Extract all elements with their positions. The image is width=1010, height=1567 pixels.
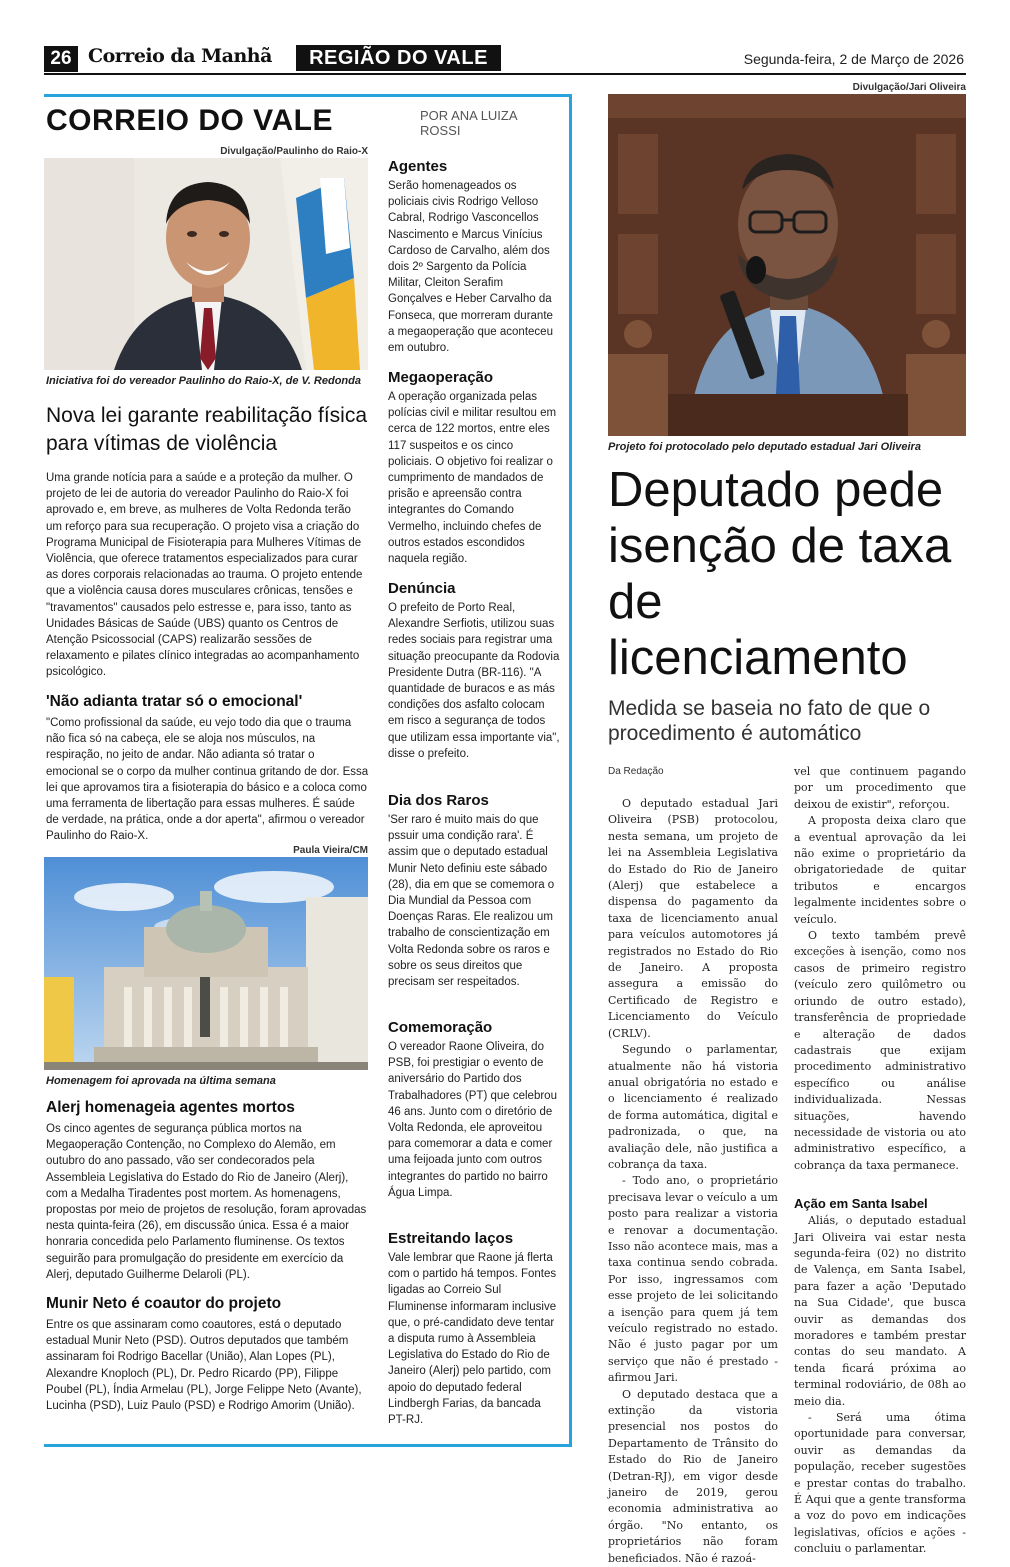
portrait-photo-paulinho — [44, 158, 368, 370]
note-text: Serão homenageados os policiais civis Rodrigo Velloso Cabral, Rodrigo Vasconcellos Nascimento e Marcus Vinícius Cardoso de Carvalho, além dos dois 2º Sargento da Polícia Militar, Cleiton Serafim Gonçalves e Heber Carvalho da Fonseca, que morreram durante a megaoperação que aconteceu em outubro. — [388, 180, 553, 355]
main-subhead: Ação em Santa Isabel — [794, 1196, 928, 1212]
main-column-1 — [608, 796, 778, 1567]
photo3-caption: Projeto foi protocolado pelo deputado estadual Jari Oliveira — [608, 441, 921, 453]
article2-paragraph: Os cinco agentes de segurança pública mortos na Megaoperação Contenção, no Complexo do Alemão, em outubro do ano passado, vão ser condecorados pela Assembleia Legislativa do Estado do Rio de Janeiro (Alerj), com a Medalha Tiradentes post mortem. As homenagens, propostas por meio de projetos de resolução, foram aprovadas nesta quinta-feira (26), em discussão única. Essa é a maior honraria concedida pelo Parlamento fluminense. Os textos seguirão para promulgação do presidente em exercício da Alerj, deputado Guilherme Delaroli (PL). — [46, 1123, 367, 1281]
article1-paragraph: Uma grande notícia para a saúde e a proteção da mulher. O projeto de lei de autoria do vereador Paulinho do Raio-X foi aprovado e, em breve, as mulheres de Volta Redonda terão um reforço para sua recuperação. O projeto visa a criação do Programa Municipal de Fisioterapia para Mulheres Vítimas de Violência, que oferece tratamentos especializados para curar as dores corporais relacionadas ao trauma. O projeto entende que a violência causa dores musculares crônicas, tensões e "travamentos" causados pelo estresse e, para isso, tanto as Unidades Básicas de Saúde (UBS) quanto os Centros de Atenção Psicossocial (CAPS) realizarão sessões de relaxamento e pilates clínico integradas ao acompanhamento psicológico. — [46, 472, 363, 679]
note-title: Estreitando laços — [388, 1230, 514, 1247]
note-text: O vereador Raone Oliveira, do PSB, foi prestigiar o evento de aniversário do Partido dos Trabalhadores (PT) que celebrou 46 ans. Junto com o diretório de Volta Redonda, ele aproveitou para comemorar a data e comer uma feijoada junto com outros integrantes do partido no bairro Água Limpa. — [388, 1041, 557, 1199]
article1-subhead: 'Não adianta tratar só o emocional' — [46, 693, 303, 710]
photo1-caption: Iniciativa foi do vereador Paulinho do Raio-X, de V. Redonda — [46, 375, 361, 387]
note-title: Comemoração — [388, 1019, 493, 1036]
main-paragraph: O deputado destaca que a extinção da vistoria presencial nos postos do Departamento de Trânsito do Estado do Rio de Janeiro (Detran-RJ), em vigor desde janeiro de 2019, gerou economia administrativa ao órgão. "No entanto, os proprietários não foram beneficiados. Não é razoá- — [608, 1387, 778, 1565]
main-paragraph: Segundo o parlamentar, atualmente não há vistoria anual obrigatória no estado e o licenciamento é realizado de forma automática, digital e padronizada, o que, na avaliação dele, não justifica a cobrança da taxa. — [608, 1043, 778, 1171]
main-paragraph: Aliás, o deputado estadual Jari Oliveira vai estar nesta segunda-feira (02) no distrito de Valença, em Santa Isabel, para fazer a ação 'Deputado na Sua Cidade', que busca ouvir as demandas dos moradores e também prestar contas do seu mandato. A tenda ficará próxima ao terminal rodoviário, de 08h ao meio dia. — [794, 1214, 966, 1408]
column-title: CORREIO DO VALE — [46, 104, 333, 137]
photo-alerj-palace — [44, 857, 368, 1070]
header-rule — [44, 73, 966, 75]
main-paragraph: O deputado estadual Jari Oliveira (PSB) protocolou, nesta semana, um projeto de lei na Assembleia Legislativa do Estado do Rio de Janeiro (Alerj) que estabelece a dispensa do pagamento da taxa de licenciamento anual para veículos automotores já registrados no Estado do Rio de Janeiro. A proposta assegura a emissão do Certificado de Registro e Licenciamento do Veículo (CRLV). — [608, 797, 778, 1040]
photo3-credit: Divulgação/Jari Oliveira — [852, 82, 966, 93]
note-text: A operação organizada pelas polícias civil e militar resultou em cerca de 122 mortos, entre eles 117 suspeitos e os cinco policiais. O objetivo foi realizar o cumprimento de mandados de prisão e apreensão contra integrantes do Comando Vermelho, incluindo chefes de outros estados escondidos naquela região. — [388, 391, 557, 566]
note-title: Megaoperação — [388, 369, 494, 386]
note-text: Vale lembrar que Raone já flerta com o partido há tempos. Fontes ligadas ao Correio Sul Fluminense informaram inclusive que, o pré-candidato deve tentar a disputa rumo à Assembleia Legislativa do Estado do Rio de Janeiro (Alerj) pelo partido, com apoio do deputado federal Lindbergh Farias, da bancada PT-RJ. — [388, 1252, 557, 1427]
page-number: 26 — [44, 46, 78, 72]
note-title: Denúncia — [388, 580, 456, 597]
photo2-credit: Paula Vieira/CM — [293, 845, 368, 856]
main-headline: Deputado pede isenção de taxa de licenciamento — [608, 463, 952, 685]
main-paragraph: vel que continuem pagando por um procedimento que deixou de existir", reforçou. — [794, 765, 966, 811]
main-deck: Medida se baseia no fato de que o procedimento é automático — [608, 697, 931, 745]
main-paragraph: O texto também prevê exceções à isenção, como nos casos de primeiro registro (veículo zero quilômetro ou oriundo de outro estado), transferência de propriedade e alteração de dados cadastrais que exijam procedimento administrativo específico ou análise individualizada. Nessas situações, havendo necessidade de vistoria ou ato administrativo específico, a cobrança da taxa permanece. — [794, 929, 966, 1172]
main-column-2 — [794, 764, 966, 1558]
article2-paragraph-2: Entre os que assinaram como coautores, está o deputado estadual Munir Neto (PSD). Outros deputados que também assinaram foi Rodrigo Bacellar (União), Alan Lopes (PL), Alexandre Knoploch (PL), Dr. Pedro Ricardo (PP), Filippe Poubel (PL), Índia Armelau (PL), Jorge Felippe Neto (Avante), Lucinha (PSD), Luiz Paulo (PSD) e Rodrigo Amorim (União). — [46, 1319, 362, 1413]
main-paragraph: A proposta deixa claro que a eventual aprovação da lei não exime o proprietário da obrigatoriedade de quitar tributos e encargos legalmente incidentes sobre o veículo. — [794, 814, 966, 926]
article1-quote: "Como profissional da saúde, eu vejo todo dia que o trauma não fica só na cabeça, ele se aloja nos músculos, na respiração, no jeito de andar. Não adianta só tratar o emocional se o corpo da mulher continua gritando de dor. Essa lei que aprovamos tira a fisioterapia do básico e a coloca como uma ferramenta de libertação para essas mulheres. É saúde de verdade, na prática, onde a dor aperta", afirmou o vereador Paulinho do Raio-X. — [46, 717, 369, 843]
column-frame-bottom — [44, 1444, 572, 1447]
article2-headline: Alerj homenageia agentes mortos — [46, 1099, 295, 1116]
main-paragraph: - Todo ano, o proprietário precisava levar o veículo a um posto para realizar a vistoria e renovar a documentação. Isso não acontece mais, mas a taxa continua sendo cobrada. Por isso, ingressamos com esse projeto de lei solicitando a isenção para quem já tem veículo registrado no estado. Não é justo pagar por um serviço que não é prestado - afirmou Jari. — [608, 1174, 778, 1385]
note-title: Dia dos Raros — [388, 792, 489, 809]
article1-headline: Nova lei garante reabilitação física para vítimas de violência — [46, 404, 368, 455]
note-text: O prefeito de Porto Real, Alexandre Serfiotis, utilizou suas redes sociais para registrar uma situação preocupante da Rodovia Presidente Dutra (BR-116). "A quantidade de buracos e as más condições dos asfalto colocam em risco a segurança de todos que utilizam essa importante via", disse o prefeito. — [388, 602, 560, 760]
note-title: Agentes — [388, 158, 448, 175]
masthead: Correio da Manhã — [88, 45, 272, 67]
publication-date: Segunda-feira, 2 de Março de 2026 — [743, 51, 964, 67]
main-paragraph: - Será uma ótima oportunidade para conversar, ouvir as demandas da população, receber sugestões e prestar contas do trabalho. É Aqui que a gente transforma a voz do povo em indicações legislativas, ofícios e ações - concluiu o parlamentar. — [794, 1411, 966, 1556]
photo-deputy-speaking — [608, 94, 966, 436]
main-author: Da Redação — [608, 766, 664, 777]
section-label: REGIÃO DO VALE — [296, 45, 501, 71]
byline: POR ANA LUIZA ROSSI — [420, 108, 517, 138]
note-text: 'Ser raro é muito mais do que pssuir uma condição rara'. É assim que o deputado estadual Munir Neto definiu este sábado (28), dia em que se comemora o Dia Mundial da Pessoa com Doenças Raras. Ele realizou um trabalho de conscientização em Volta Redonda sobre os raros e sobre os seus direitos que precisam ser respeitados. — [388, 814, 555, 989]
article2-subhead: Munir Neto é coautor do projeto — [46, 1295, 282, 1312]
photo1-credit: Divulgação/Paulinho do Raio-X — [220, 146, 368, 157]
photo2-caption: Homenagem foi aprovada na última semana — [46, 1075, 276, 1087]
